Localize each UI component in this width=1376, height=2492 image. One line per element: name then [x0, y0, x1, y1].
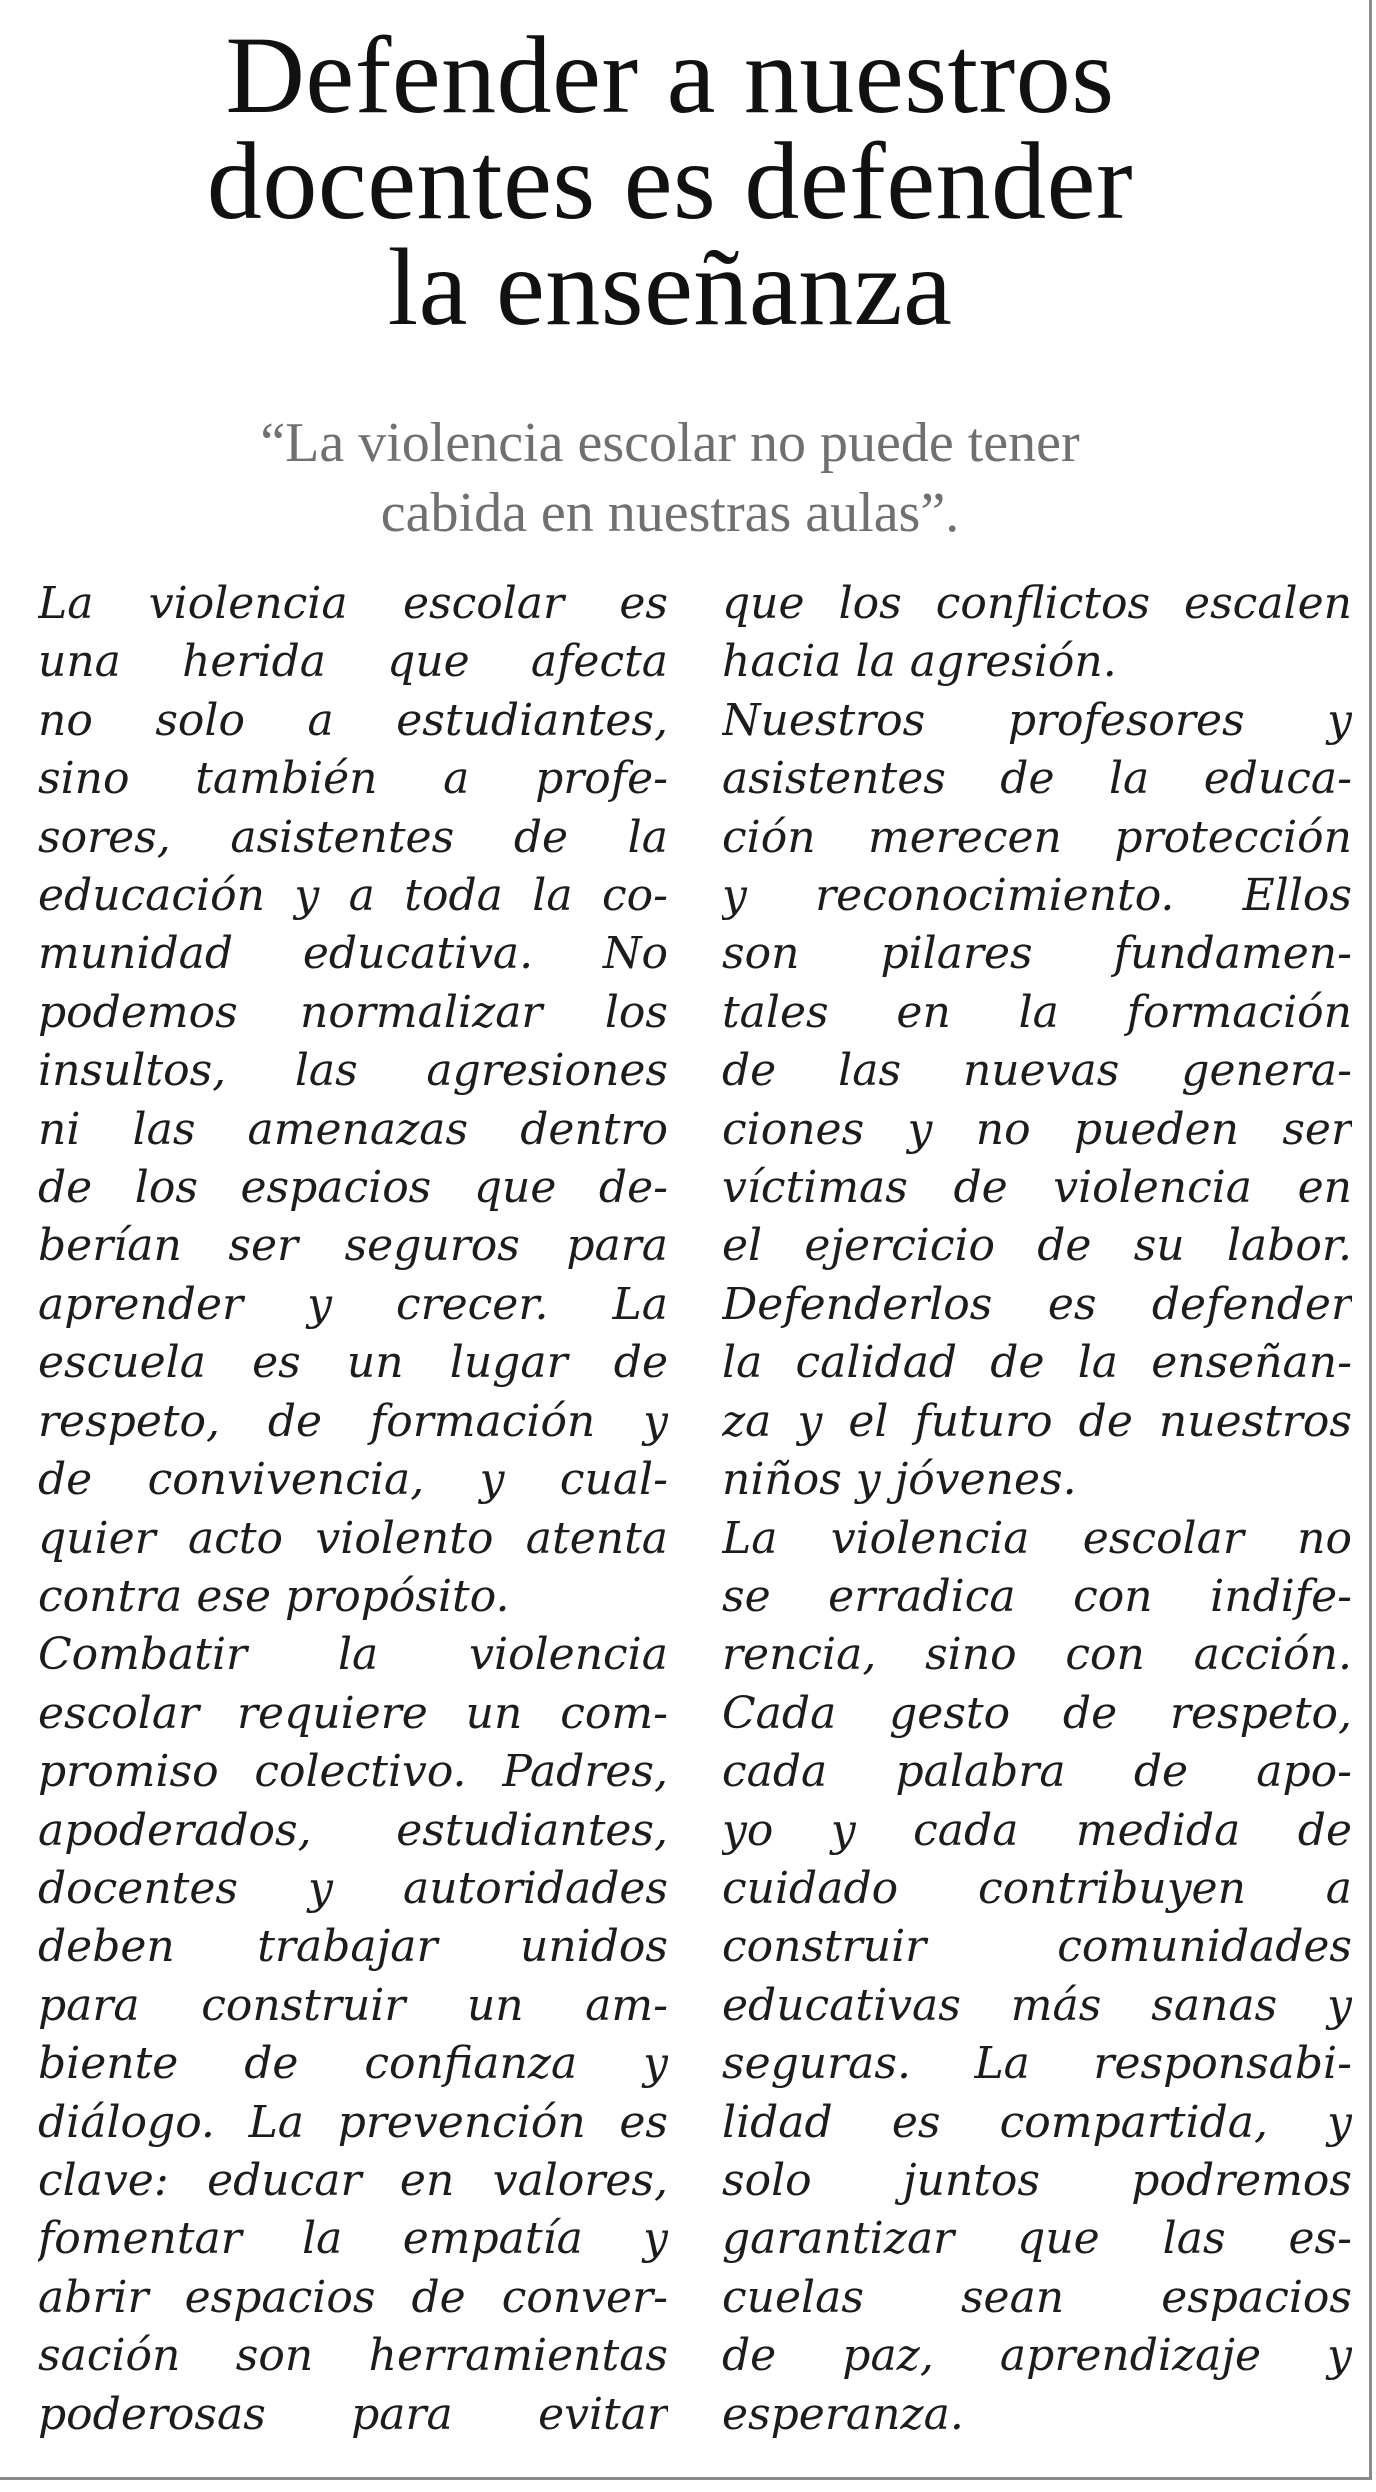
article-line: de las nuevas genera- [722, 1045, 1352, 1097]
article-line: hacia la agresión. [722, 636, 1117, 688]
article-line: de paz, aprendizaje y [722, 2330, 1352, 2382]
article-line: respeto, de formación y [38, 1395, 668, 1447]
article-line: yo y cada medida de [722, 1804, 1352, 1856]
article-line: la calidad de la enseñan- [722, 1337, 1352, 1389]
article-line: La violencia escolar es [38, 578, 668, 629]
article-line: cuelas sean espacios [722, 2271, 1352, 2323]
article-line: escolar requiere un com- [38, 1687, 668, 1739]
article-line: poderosas para evitar [38, 2388, 668, 2440]
article-line: esperanza. [722, 2388, 964, 2440]
article-line: que los conflictos escalen [722, 578, 1352, 629]
article-line: escuela es un lugar de [38, 1337, 668, 1389]
article-line: niños y jóvenes. [722, 1454, 1077, 1506]
article-line: cada palabra de apo- [722, 1746, 1352, 1798]
pull-quote [0, 408, 1340, 548]
article-line: se erradica con indife- [722, 1570, 1352, 1622]
article-line: podemos normalizar los [38, 986, 668, 1038]
article-line: Defenderlos es defender [722, 1278, 1352, 1330]
article-line: construir comunidades [722, 1921, 1352, 1973]
article-line: seguras. La responsabi- [722, 2038, 1352, 2090]
article-line: rencia, sino con acción. [722, 1629, 1352, 1681]
article-line: educación y a toda la co- [38, 870, 668, 922]
article-line: son pilares fundamen- [722, 928, 1352, 980]
article-line: tales en la formación [722, 986, 1352, 1038]
article-line: una herida que afecta [38, 636, 668, 688]
article-line: sores, asistentes de la [38, 811, 668, 863]
article-line: za y el futuro de nuestros [722, 1395, 1352, 1447]
article-line: cuidado contribuyen a [722, 1862, 1352, 1914]
article-line: berían ser seguros para [38, 1220, 668, 1272]
article-line: solo juntos podremos [722, 2154, 1352, 2206]
article-line: abrir espacios de conver- [38, 2271, 668, 2323]
article-line: fomentar la empatía y [38, 2213, 668, 2265]
article-line: Nuestros profesores y [722, 694, 1352, 746]
article-line: docentes y autoridades [38, 1862, 668, 1914]
pull-quote-line: “La violencia escolar no puede tener [260, 412, 1080, 474]
article-line: clave: educar en valores, [38, 2154, 668, 2206]
article-line: contra ese propósito. [38, 1570, 510, 1622]
headline-line: la enseñanza [387, 226, 953, 348]
article-line: no solo a estudiantes, [38, 694, 668, 746]
article-line: y reconocimiento. Ellos [722, 870, 1352, 922]
article-line: para construir un am- [38, 1979, 668, 2031]
article-line: munidad educativa. No [38, 928, 668, 980]
article-line: biente de confianza y [38, 2038, 668, 2090]
article-line: La violencia escolar no [722, 1512, 1352, 1564]
article-line: víctimas de violencia en [722, 1162, 1352, 1214]
article-line: promiso colectivo. Padres, [38, 1746, 668, 1798]
article-line: Cada gesto de respeto, [722, 1687, 1352, 1739]
pull-quote-line: cabida en nuestras aulas”. [380, 482, 960, 544]
article-line: asistentes de la educa- [722, 753, 1352, 805]
article-line: de convivencia, y cual- [38, 1454, 668, 1506]
article-line: Combatir la violencia [38, 1629, 668, 1681]
article-column-left [38, 575, 668, 2444]
headline-line: Defender a nuestros [225, 14, 1115, 136]
article-line: ción merecen protección [722, 811, 1352, 863]
article-column-right [722, 575, 1352, 2444]
headline-line: docentes es defender [206, 120, 1134, 242]
article-line: ciones y no pueden ser [722, 1103, 1352, 1155]
article-line: educativas más sanas y [722, 1979, 1352, 2031]
article-line: lidad es compartida, y [722, 2096, 1352, 2148]
article-line: deben trabajar unidos [38, 1921, 668, 1973]
article-line: ni las amenazas dentro [38, 1103, 668, 1155]
article-line: sación son herramientas [38, 2330, 668, 2382]
article-line: el ejercicio de su labor. [722, 1220, 1352, 1272]
article-line: quier acto violento atenta [38, 1512, 668, 1564]
article-line: apoderados, estudiantes, [38, 1804, 668, 1856]
article-line: de los espacios que de- [38, 1162, 668, 1214]
article-line: garantizar que las es- [722, 2213, 1352, 2265]
headline [0, 14, 1340, 348]
article-line: sino también a profe- [38, 753, 668, 805]
article-line: aprender y crecer. La [38, 1278, 668, 1330]
article-line: diálogo. La prevención es [38, 2096, 668, 2148]
article-line: insultos, las agresiones [38, 1045, 668, 1097]
